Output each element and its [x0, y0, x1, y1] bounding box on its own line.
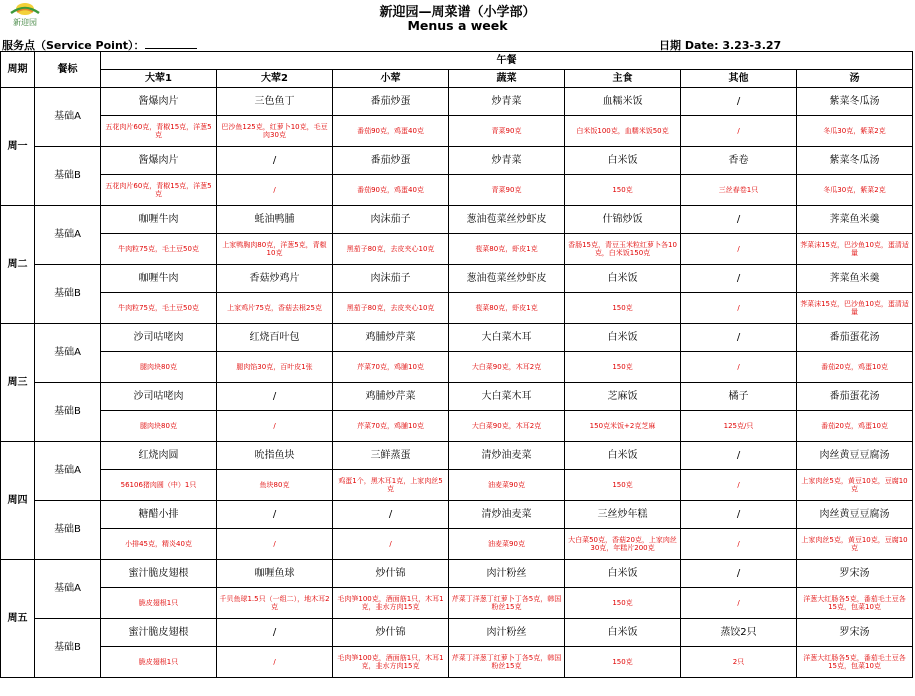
ingredient-cell: [681, 352, 797, 383]
ingredient-cell: [217, 234, 333, 265]
ingredient-cell: [449, 529, 565, 560]
dish-name: 番茄蛋花汤: [797, 324, 913, 352]
ingredient-text: 上家鸡片75克，香菇去根25克: [227, 303, 322, 312]
ingredient-cell: [101, 411, 217, 442]
ingredient-cell: [101, 588, 217, 619]
ingredient-text: /: [273, 539, 276, 548]
ingredient-text: 上家肉丝5克，黄豆10克，豆腐10克: [801, 476, 908, 493]
dish-name: 紫菜冬瓜汤: [797, 88, 913, 116]
ingredient-text: 大白菜90克，木耳2克: [471, 362, 542, 371]
column-header: 主食: [565, 70, 681, 88]
dish-name: 鸡脯炒芹菜: [333, 383, 449, 411]
dish-name: 蒸饺2只: [681, 619, 797, 647]
ingredient-cell: [101, 470, 217, 501]
ingredient-cell: [449, 116, 565, 147]
ingredient-text: 腿肉馅30克，百叶皮1张: [236, 362, 313, 371]
ingredient-cell: [565, 116, 681, 147]
ingredient-cell: [217, 352, 333, 383]
ingredient-text: 毛肉笋100克，酒面筋1只，木耳1克，韭水方肉15克: [337, 594, 444, 611]
dish-name: 蜜汁脆皮翅根: [101, 619, 217, 647]
dish-name: /: [681, 265, 797, 293]
ingredient-text: 油麦菜90克: [488, 480, 525, 489]
dish-name: 清炒油麦菜: [449, 501, 565, 529]
dish-name: 荠菜鱼米羹: [797, 206, 913, 234]
ingredient-cell: [333, 293, 449, 324]
ingredient-text: 黑茄子80克，去皮夹心10克: [346, 244, 435, 253]
ingredient-text: 脆皮翅根1只: [138, 598, 179, 607]
dish-name: 大白菜木耳: [449, 324, 565, 352]
dish-name: 沙司咕咾肉: [101, 383, 217, 411]
page-subtitle: Menus a week: [407, 18, 508, 33]
ingredient-text: /: [273, 421, 276, 430]
ingredient-text: 番茄20克，鸡蛋10克: [821, 421, 888, 430]
dish-name: 肉丝黄豆豆腐汤: [797, 501, 913, 529]
dish-name: 咖喱牛肉: [101, 206, 217, 234]
menu-table: [0, 51, 913, 678]
ingredient-text: 鱼块80克: [259, 480, 290, 489]
dish-name: 什锦炒饭: [565, 206, 681, 234]
dish-name: 橘子: [681, 383, 797, 411]
ingredient-cell: [797, 116, 913, 147]
ingredient-cell: [333, 529, 449, 560]
ingredient-text: 上家鸭胸肉80克，洋葱5克，青椒10克: [222, 240, 327, 257]
ingredient-text: 三丝春卷1只: [718, 185, 759, 194]
ingredient-cell: [797, 470, 913, 501]
ingredient-cell: [333, 647, 449, 678]
ingredient-text: /: [737, 480, 740, 489]
day-label: 周三: [1, 324, 35, 442]
ingredient-text: 150克米饭+2克芝麻: [589, 421, 656, 430]
ingredient-text: /: [273, 657, 276, 666]
dish-name: 糖醋小排: [101, 501, 217, 529]
ingredient-text: 五花肉片60克，青椒15克，洋葱5克: [105, 181, 212, 198]
dish-name: 番茄炒蛋: [333, 147, 449, 175]
dish-name: 白米饭: [565, 442, 681, 470]
ingredient-cell: [333, 116, 449, 147]
dish-name: 红烧百叶包: [217, 324, 333, 352]
meal-standard: 基础B: [35, 619, 101, 678]
header-period: 周期: [1, 52, 35, 88]
dish-name: /: [217, 383, 333, 411]
ingredient-cell: [217, 411, 333, 442]
ingredient-text: /: [737, 244, 740, 253]
column-header: 小荤: [333, 70, 449, 88]
ingredient-cell: [449, 470, 565, 501]
ingredient-cell: [449, 175, 565, 206]
day-label: 周四: [1, 442, 35, 560]
dish-name: 大白菜木耳: [449, 383, 565, 411]
ingredient-cell: [797, 293, 913, 324]
dish-name: /: [217, 147, 333, 175]
ingredient-cell: [565, 647, 681, 678]
ingredient-text: 牛肉粒75克，毛土豆50克: [118, 303, 199, 312]
ingredient-text: /: [273, 185, 276, 194]
ingredient-cell: [565, 411, 681, 442]
ingredient-text: 油麦菜90克: [488, 539, 525, 548]
dish-name: 白米饭: [565, 560, 681, 588]
ingredient-text: 洋葱大红肠各5克，番茄毛土豆各15克，包菜10克: [803, 653, 906, 670]
dish-name: 白米饭: [565, 619, 681, 647]
page-title: 新迎园—周菜谱（小学部）: [379, 5, 536, 20]
ingredient-text: 毛肉笋100克，酒面筋1只，木耳1克，韭水方肉15克: [337, 653, 444, 670]
dish-name: 酱爆肉片: [101, 147, 217, 175]
header-lunch: 午餐: [101, 52, 913, 70]
dish-name: 咖喱牛肉: [101, 265, 217, 293]
ingredient-text: 牛肉粒75克，毛土豆50克: [118, 244, 199, 253]
ingredient-cell: [217, 588, 333, 619]
dish-name: /: [681, 206, 797, 234]
dish-name: 吮指鱼块: [217, 442, 333, 470]
logo-text: 新迎园: [13, 18, 37, 27]
dish-name: 蜜汁脆皮翅根: [101, 560, 217, 588]
dish-name: 白米饭: [565, 324, 681, 352]
ingredient-cell: [565, 588, 681, 619]
ingredient-cell: [797, 647, 913, 678]
dish-name: 肉汁粉丝: [449, 560, 565, 588]
ingredient-cell: [681, 470, 797, 501]
ingredient-cell: [565, 529, 681, 560]
ingredient-text: 2只: [732, 657, 745, 666]
header-standard: 餐标: [35, 52, 101, 88]
ingredient-cell: [797, 234, 913, 265]
ingredient-text: /: [737, 303, 740, 312]
ingredient-text: 芹菜70克，鸡脯10克: [357, 362, 424, 371]
dish-name: 番茄炒蛋: [333, 88, 449, 116]
dish-name: 白米饭: [565, 265, 681, 293]
dish-name: 香卷: [681, 147, 797, 175]
ingredient-text: 150克: [612, 598, 633, 607]
ingredient-text: 冬瓜30克，紫菜2克: [823, 185, 886, 194]
ingredient-cell: [681, 529, 797, 560]
dish-name: 荠菜鱼米羹: [797, 265, 913, 293]
meal-standard: 基础A: [35, 442, 101, 501]
ingredient-cell: [217, 116, 333, 147]
dish-name: 紫菜冬瓜汤: [797, 147, 913, 175]
ingredient-cell: [565, 352, 681, 383]
dish-name: /: [217, 619, 333, 647]
ingredient-cell: [797, 529, 913, 560]
ingredient-cell: [101, 175, 217, 206]
dish-name: 蚝油鸭脯: [217, 206, 333, 234]
dish-name: 三色鱼丁: [217, 88, 333, 116]
dish-name: 肉沫茄子: [333, 265, 449, 293]
meal-standard: 基础B: [35, 383, 101, 442]
column-header: 汤: [797, 70, 913, 88]
ingredient-text: 大白菜50克，香菇20克，上家肉丝30克，年糕片200克: [568, 535, 677, 552]
ingredient-text: 白米饭100克，血糯米饭50克: [576, 126, 669, 135]
ingredient-cell: [333, 234, 449, 265]
dish-name: /: [681, 501, 797, 529]
ingredient-text: 150克: [612, 362, 633, 371]
meal-standard: 基础A: [35, 88, 101, 147]
ingredient-text: 大白菜90克，木耳2克: [471, 421, 542, 430]
column-header: 大荤2: [217, 70, 333, 88]
ingredient-text: 青菜90克: [491, 126, 522, 135]
ingredient-text: 56106猪肉圆（中）1只: [120, 480, 197, 489]
ingredient-cell: [681, 234, 797, 265]
dish-name: 葱油苞菜丝炒虾皮: [449, 265, 565, 293]
dish-name: 肉丝黄豆豆腐汤: [797, 442, 913, 470]
meal-standard: 基础A: [35, 560, 101, 619]
ingredient-text: 芹菜丁洋葱丁红萝卜丁各5克，韩国粉丝15克: [451, 594, 562, 611]
ingredient-text: 千贝鱼球1.5只（一组二），地木耳2克: [219, 594, 330, 611]
ingredient-cell: [797, 352, 913, 383]
day-label: 周二: [1, 206, 35, 324]
ingredient-cell: [681, 411, 797, 442]
ingredient-cell: [681, 116, 797, 147]
ingredient-text: 鸡蛋1个，黑木耳1克，上家肉丝5克: [338, 476, 443, 493]
dish-name: 肉汁粉丝: [449, 619, 565, 647]
dish-name: 炒青菜: [449, 88, 565, 116]
ingredient-text: /: [737, 362, 740, 371]
ingredient-cell: [101, 647, 217, 678]
dish-name: 清炒油麦菜: [449, 442, 565, 470]
ingredient-text: 150克: [612, 480, 633, 489]
ingredient-text: 上家肉丝5克，黄豆10克，豆腐10克: [801, 535, 908, 552]
ingredient-text: 苞菜80克，虾皮1克: [475, 244, 538, 253]
service-point-label: 服务点（Service Point）：: [2, 39, 145, 52]
ingredient-cell: [449, 234, 565, 265]
ingredient-text: 苞菜80克，虾皮1克: [475, 303, 538, 312]
dish-name: 葱油苞菜丝炒虾皮: [449, 206, 565, 234]
ingredient-cell: [333, 175, 449, 206]
ingredient-cell: [217, 470, 333, 501]
ingredient-cell: [101, 293, 217, 324]
ingredient-text: /: [389, 539, 392, 548]
dish-name: /: [681, 88, 797, 116]
dish-name: 番茄蛋花汤: [797, 383, 913, 411]
ingredient-cell: [449, 293, 565, 324]
meal-standard: 基础A: [35, 206, 101, 265]
dish-name: 血糯米饭: [565, 88, 681, 116]
dish-name: /: [681, 560, 797, 588]
ingredient-text: 腿肉块80克: [140, 362, 177, 371]
column-header: 大荤1: [101, 70, 217, 88]
meal-standard: 基础B: [35, 501, 101, 560]
ingredient-text: /: [737, 539, 740, 548]
ingredient-cell: [449, 588, 565, 619]
ingredient-cell: [449, 411, 565, 442]
dish-name: 三鲜蒸蛋: [333, 442, 449, 470]
ingredient-cell: [333, 352, 449, 383]
ingredient-cell: [333, 470, 449, 501]
ingredient-text: 番茄20克，鸡蛋10克: [821, 362, 888, 371]
ingredient-text: 150克: [612, 657, 633, 666]
ingredient-cell: [797, 411, 913, 442]
column-header: 蔬菜: [449, 70, 565, 88]
dish-name: 罗宋汤: [797, 560, 913, 588]
ingredient-cell: [681, 293, 797, 324]
ingredient-text: 芹菜丁洋葱丁红萝卜丁各5克，韩国粉丝15克: [451, 653, 562, 670]
ingredient-text: 巴沙鱼125克，红萝卜10克，毛豆肉30克: [221, 122, 328, 139]
column-header: 其他: [681, 70, 797, 88]
ingredient-cell: [217, 293, 333, 324]
dish-name: 炒什锦: [333, 560, 449, 588]
dish-name: 芝麻饭: [565, 383, 681, 411]
ingredient-text: 150克: [612, 303, 633, 312]
ingredient-cell: [565, 470, 681, 501]
ingredient-text: 番茄90克，鸡蛋40克: [357, 126, 424, 135]
ingredient-text: 番茄90克，鸡蛋40克: [357, 185, 424, 194]
dish-name: 罗宋汤: [797, 619, 913, 647]
dish-name: 白米饭: [565, 147, 681, 175]
date-range: 日期 Date: 3.23-3.27: [659, 39, 782, 52]
ingredient-cell: [565, 175, 681, 206]
ingredient-text: 芹菜70克，鸡脯10克: [357, 421, 424, 430]
ingredient-cell: [101, 529, 217, 560]
dish-name: /: [217, 501, 333, 529]
dish-name: 炒青菜: [449, 147, 565, 175]
day-label: 周一: [1, 88, 35, 206]
ingredient-cell: [565, 293, 681, 324]
ingredient-text: 青菜90克: [491, 185, 522, 194]
ingredient-text: /: [737, 126, 740, 135]
ingredient-text: 荠菜沫15克，巴沙鱼10克，蛋清适量: [800, 240, 909, 257]
ingredient-text: 腿肉块80克: [140, 421, 177, 430]
dish-name: 香菇炒鸡片: [217, 265, 333, 293]
ingredient-cell: [101, 234, 217, 265]
dish-name: 沙司咕咾肉: [101, 324, 217, 352]
meal-standard: 基础B: [35, 265, 101, 324]
dish-name: /: [681, 324, 797, 352]
meal-standard: 基础B: [35, 147, 101, 206]
ingredient-text: 冬瓜30克，紫菜2克: [823, 126, 886, 135]
ingredient-cell: [101, 352, 217, 383]
dish-name: 红烧肉圆: [101, 442, 217, 470]
dish-name: /: [333, 501, 449, 529]
ingredient-cell: [565, 234, 681, 265]
ingredient-cell: [449, 352, 565, 383]
ingredient-text: 五花肉片60克，青椒15克，洋葱5克: [105, 122, 212, 139]
day-label: 周五: [1, 560, 35, 678]
ingredient-text: 125克/只: [723, 421, 754, 430]
ingredient-cell: [449, 647, 565, 678]
ingredient-cell: [217, 529, 333, 560]
ingredient-text: 150克: [612, 185, 633, 194]
dish-name: /: [681, 442, 797, 470]
dish-name: 三丝炒年糕: [565, 501, 681, 529]
ingredient-text: 脆皮翅根1只: [138, 657, 179, 666]
service-point-blank: [145, 38, 197, 49]
meal-standard: 基础A: [35, 324, 101, 383]
ingredient-text: 小排45克，精炎40克: [125, 539, 192, 548]
ingredient-text: 黑茄子80克，去皮夹心10克: [346, 303, 435, 312]
dish-name: 鸡脯炒芹菜: [333, 324, 449, 352]
ingredient-text: /: [737, 598, 740, 607]
dish-name: 咖喱鱼球: [217, 560, 333, 588]
dish-name: 炒什锦: [333, 619, 449, 647]
ingredient-cell: [681, 588, 797, 619]
ingredient-cell: [101, 116, 217, 147]
ingredient-cell: [681, 175, 797, 206]
ingredient-text: 香肠15克，青豆玉米粒红萝卜各10克，白米饭150克: [568, 240, 677, 257]
ingredient-cell: [797, 175, 913, 206]
ingredient-cell: [333, 588, 449, 619]
ingredient-cell: [333, 411, 449, 442]
ingredient-cell: [217, 175, 333, 206]
ingredient-cell: [681, 647, 797, 678]
dish-name: 肉沫茄子: [333, 206, 449, 234]
ingredient-text: 洋葱大红肠各5克，番茄毛土豆各15克，包菜10克: [803, 594, 906, 611]
ingredient-cell: [217, 647, 333, 678]
dish-name: 酱爆肉片: [101, 88, 217, 116]
ingredient-cell: [797, 588, 913, 619]
ingredient-text: 荠菜沫15克，巴沙鱼10克，蛋清适量: [800, 299, 909, 316]
